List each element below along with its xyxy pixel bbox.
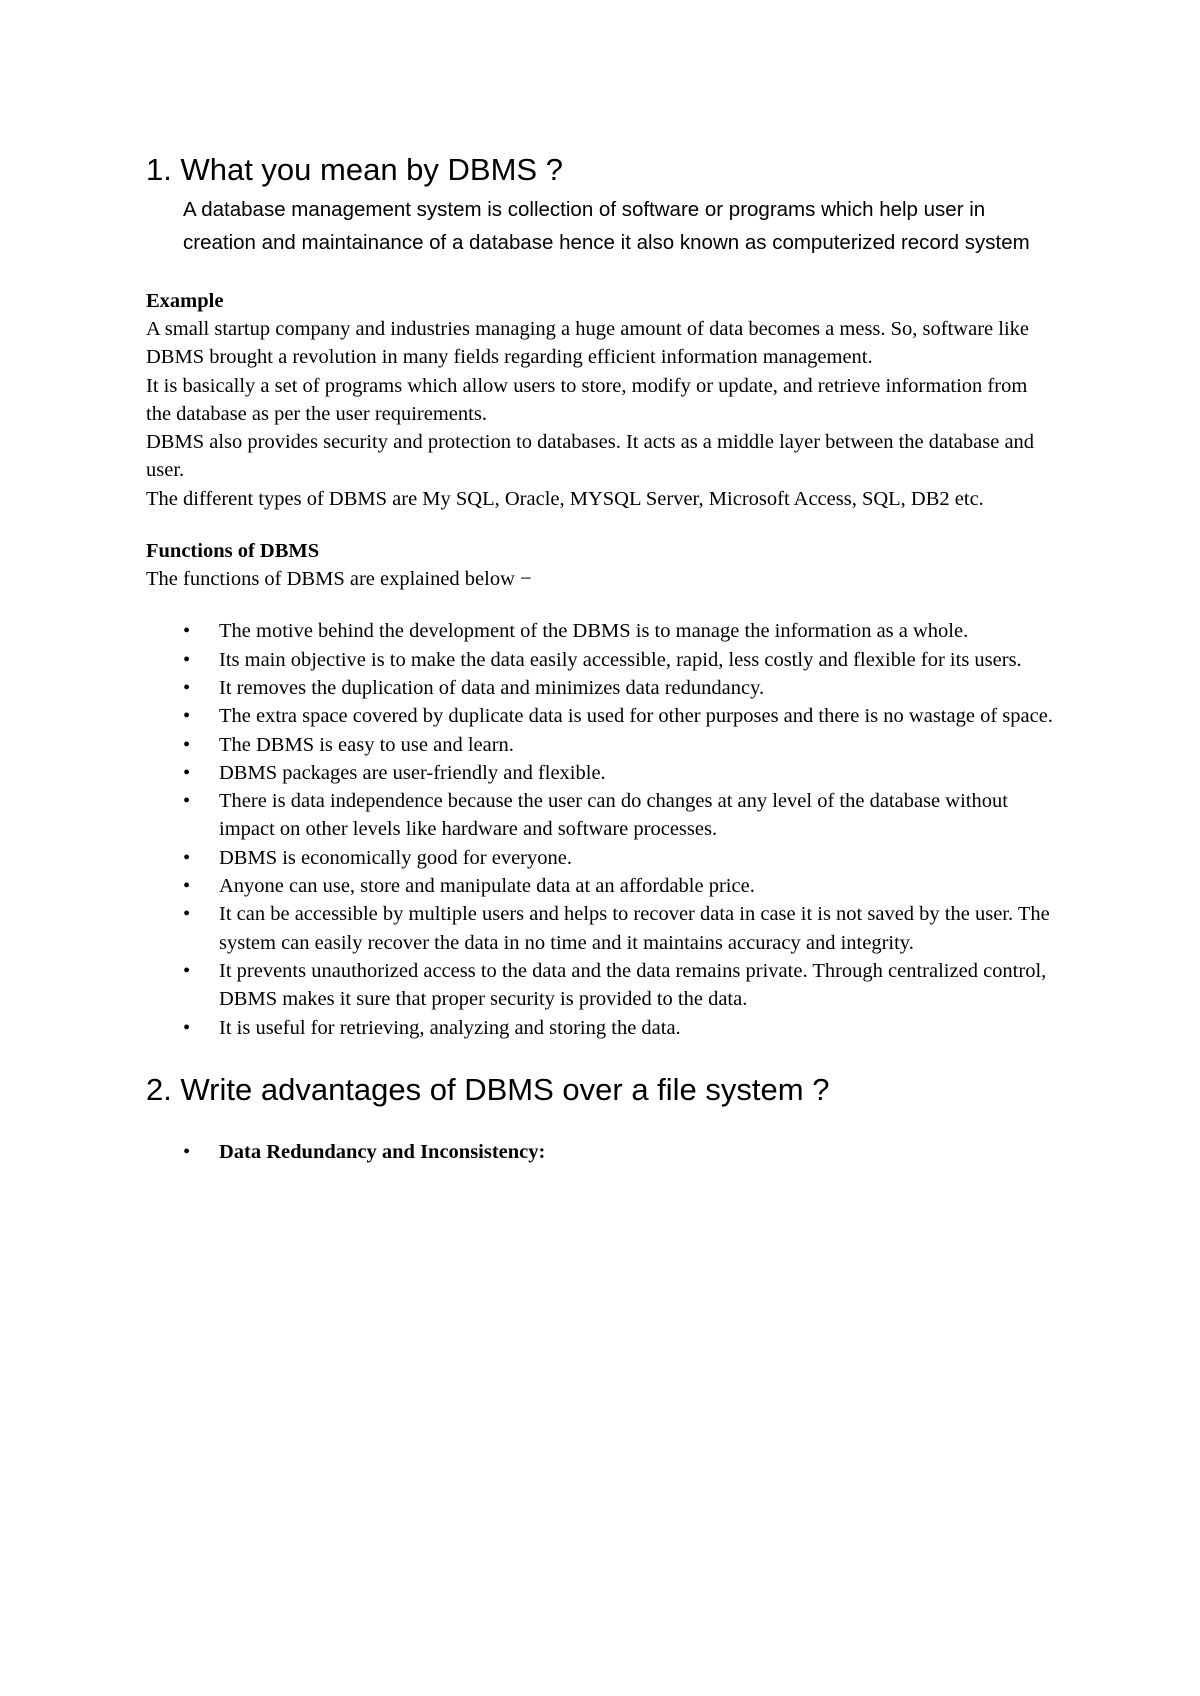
list-item-text: It removes the duplication of data and minimizes data redundancy. [219, 676, 765, 699]
functions-intro: The functions of DBMS are explained below − [146, 568, 532, 591]
functions-heading: Functions of DBMS [146, 540, 320, 563]
bullet-icon: • [183, 875, 191, 898]
bullet-icon: • [183, 1140, 191, 1163]
list-item-text: Its main objective is to make the data easily accessible, rapid, less costly and flexible for its users. [219, 648, 1022, 671]
question-2-heading: 2. Write advantages of DBMS over a file system ? [146, 1071, 830, 1107]
bullet-icon: • [183, 903, 191, 926]
list-item [146, 872, 1059, 900]
advantages-list [146, 1138, 1056, 1166]
bullet-icon: • [183, 676, 191, 699]
bullet-icon: • [183, 1016, 191, 1039]
list-item [146, 957, 1059, 1014]
list-item [146, 702, 1059, 730]
list-item-text: It prevents unauthorized access to the data and the data remains private. Through centralized control, DBMS makes it sure that proper security is provided to the data. [219, 959, 1047, 1011]
functions-list [146, 617, 1056, 1041]
example-heading: Example [146, 290, 224, 312]
list-item [146, 674, 1059, 702]
list-item-text: The extra space covered by duplicate data is used for other purposes and there is no wastage of space. [219, 705, 1053, 728]
list-item [146, 759, 1059, 787]
list-item [146, 1014, 1059, 1042]
list-item [146, 617, 1059, 645]
list-item-text: DBMS packages are user-friendly and flexible. [219, 761, 606, 784]
list-item [146, 844, 1059, 872]
list-item [146, 1138, 1056, 1166]
example-paragraph-1: A small startup company and industries managing a huge amount of data becomes a mess. So, software like DBMS brought a revolution in many fields regarding efficient information management. [146, 318, 1030, 369]
bullet-icon: • [183, 761, 191, 784]
list-item-text: DBMS is economically good for everyone. [219, 846, 572, 869]
list-item-text: The motive behind the development of the DBMS is to manage the information as a whole. [219, 620, 969, 643]
example-paragraph-4: The different types of DBMS are My SQL, Oracle, MYSQL Server, Microsoft Access, SQL, DB2 etc. [146, 487, 984, 510]
question-1-heading: 1. What you mean by DBMS ? [146, 152, 563, 187]
list-item [146, 787, 1059, 844]
list-item [146, 731, 1059, 759]
example-paragraph-3: DBMS also provides security and protection to databases. It acts as a middle layer between the database and user. [146, 431, 1035, 482]
bullet-icon: • [183, 733, 191, 756]
list-item-text: It can be accessible by multiple users and helps to recover data in case it is not saved by the user. The system can easily recover the data in no time and it maintains accuracy and integrity. [219, 903, 1050, 954]
bullet-icon: • [183, 846, 191, 869]
list-item [146, 900, 1059, 957]
list-item-text: It is useful for retrieving, analyzing and storing the data. [219, 1016, 681, 1039]
bullet-icon: • [183, 705, 191, 728]
bullet-icon: • [183, 959, 191, 982]
bullet-icon: • [183, 648, 191, 671]
example-paragraph-2: It is basically a set of programs which allow users to store, modify or update, and retrieve information from the database as per the user requirements. [146, 374, 1028, 425]
bullet-icon: • [183, 790, 191, 813]
list-item-text: Anyone can use, store and manipulate data at an affordable price. [219, 875, 755, 898]
bullet-icon: • [183, 620, 191, 643]
document-page [146, 150, 1056, 1166]
list-item-text: There is data independence because the user can do changes at any level of the database without impact on other levels like hardware and software processes. [219, 790, 1008, 841]
list-item-text: Data Redundancy and Inconsistency: [219, 1140, 546, 1163]
question-1-answer: A database management system is collection of software or programs which help user in creation and maintainance of a database hence it also known as computerized record system [183, 198, 1030, 254]
list-item [146, 646, 1059, 674]
list-item-text: The DBMS is easy to use and learn. [219, 733, 514, 756]
